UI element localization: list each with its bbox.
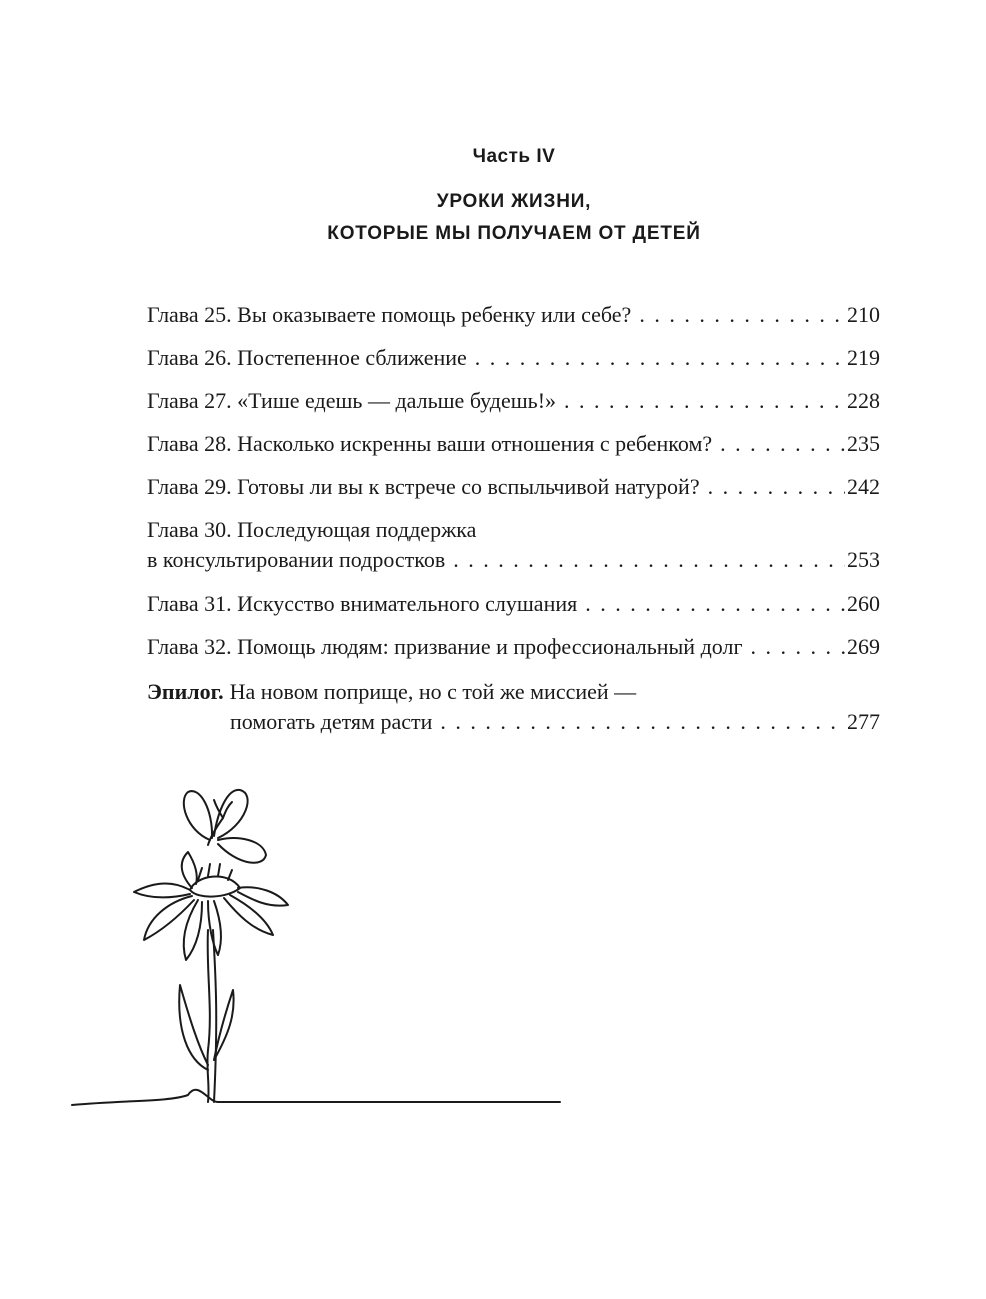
toc-page-number: 210 [847,302,880,327]
toc-entry-chapter-29[interactable] [147,472,880,515]
dot-leader [742,632,845,662]
butterfly-wing-left [184,791,212,840]
leaf-left [179,985,208,1070]
toc-entry-chapter-27[interactable] [147,386,880,429]
epilogue-title-line-2: помогать детям расти [230,709,433,734]
table-of-contents [147,300,880,751]
toc-page-number: 235 [847,431,880,456]
ground-line [72,1090,560,1105]
toc-entry-title-line-1: Глава 30. Последующая поддержка [147,517,477,542]
dot-leader [700,472,845,502]
dot-leader [712,429,845,459]
toc-entry-title: Глава 29. Готовы ли вы к встрече со вспыльчивой натурой? [147,474,700,499]
toc-entry-title: Глава 31. Искусство внимательного слушания [147,591,578,616]
part-label: Часть IV [472,146,556,167]
petal [208,901,221,955]
toc-entry-title: Глава 32. Помощь людям: призвание и профессиональный долг [147,634,743,659]
part-title [0,186,986,250]
dot-leader [432,707,845,737]
part-title-line-2: КОТОРЫЕ МЫ ПОЛУЧАЕМ ОТ ДЕТЕЙ [327,223,701,244]
petal [144,896,194,940]
toc-page-number: 260 [847,591,880,616]
epilogue-title-line-1: На новом поприще, но с той же миссией — [229,679,637,704]
toc-entry-title-line-2: в консультировании подростков [147,547,446,572]
toc-entry-chapter-28[interactable] [147,429,880,472]
dot-leader [556,386,845,416]
toc-page-number: 228 [847,388,880,413]
dot-leader [631,300,845,330]
toc-entry-title: Глава 26. Постепенное сближение [147,345,467,370]
epilogue-label: Эпилог. [147,679,224,704]
toc-page-number: 269 [847,634,880,659]
toc-entry-chapter-30[interactable] [147,515,880,589]
dot-leader [467,343,845,373]
toc-page-number: 242 [847,474,880,499]
petal [224,895,273,935]
toc-entry-title: Глава 27. «Тише едешь — дальше будешь!» [147,388,557,413]
petal [134,884,190,898]
toc-page-number: 219 [847,345,880,370]
toc-entry-epilogue[interactable] [147,677,880,751]
toc-entry-title: Глава 25. Вы оказываете помощь ребенку или себе? [147,302,632,327]
toc-entry-title: Глава 28. Насколько искренны ваши отношения с ребенком? [147,431,713,456]
part-title-line-1: УРОКИ ЖИЗНИ, [436,191,592,212]
toc-entry-chapter-25[interactable] [147,300,880,343]
flower-butterfly-line-drawing-icon [68,780,568,1110]
toc-entry-chapter-26[interactable] [147,343,880,386]
petal [238,887,288,905]
toc-page-number: 253 [847,547,880,572]
toc-page-number: 277 [847,709,880,734]
toc-entry-chapter-31[interactable] [147,589,880,632]
toc-entry-chapter-32[interactable] [147,632,880,675]
butterfly-wing-lower [218,838,266,863]
butterfly-wing-right [214,790,248,838]
flower-stem [207,930,209,1102]
dot-leader [577,589,845,619]
dot-leader [445,545,845,575]
